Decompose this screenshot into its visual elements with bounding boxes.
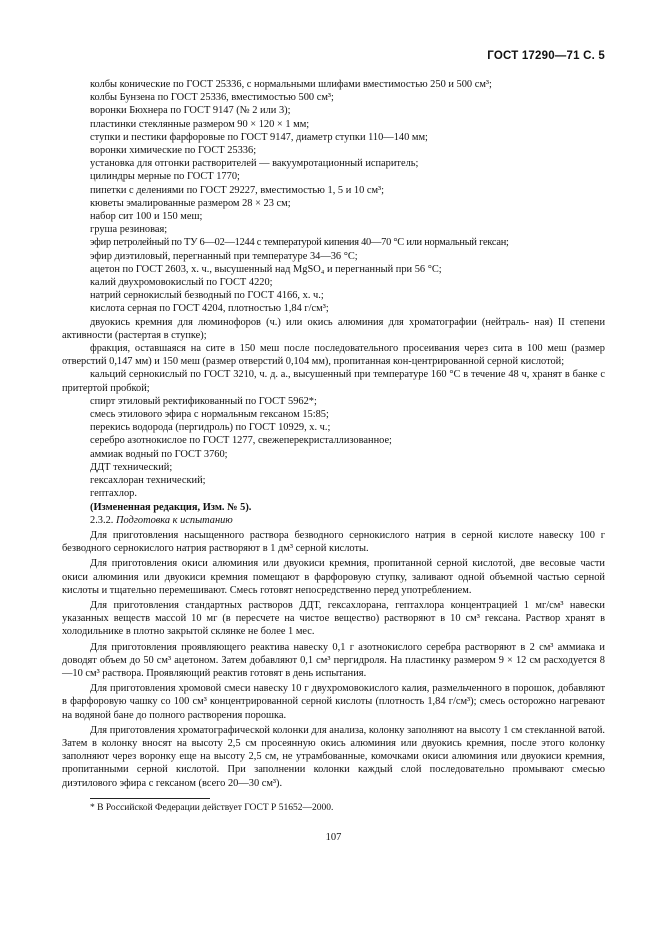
footnote-divider <box>90 798 210 799</box>
section-number: 2.3.2. <box>90 514 114 526</box>
page-header: ГОСТ 17290—71 С. 5 <box>487 50 605 62</box>
list-item-wrapped <box>62 368 605 394</box>
list-item: колбы конические по ГОСТ 25336, с нормальными шлифами вместимостью 250 и 500 см³; <box>90 79 492 90</box>
wrapped-first-line: кальций сернокислый по ГОСТ 3210, ч. д. а., высушенный при температуре 160 °С в течение <box>90 369 506 381</box>
paragraph: Для приготовления хромовой смеси навеску 10 г двухромовокислого калия, размельченного в порошок, добавляют в фарфоровую чашку со 100 см³ концентрированной серной кислоты (плотность 1,84 г/см³); смесь осторожно нагревают на водяной бане до полного растворения порошка. <box>62 683 605 721</box>
list-item: аммиак водный по ГОСТ 3760; <box>90 448 228 460</box>
list-item: воронки Бюхнера по ГОСТ 9147 (№ 2 или 3); <box>90 105 291 117</box>
section-heading <box>62 514 605 527</box>
wrapped-first-line: двуокись кремния для люминофоров (ч.) или окись алюминия для хроматографии (нейтраль- <box>90 316 530 328</box>
equipment-list <box>62 78 605 316</box>
list-item: калий двухромовокислый по ГОСТ 4220; <box>90 277 273 289</box>
list-item: кюветы эмалированные размером 28 × 23 см; <box>90 197 291 209</box>
list-item: цилиндры мерные по ГОСТ 1770; <box>90 171 240 183</box>
list-item: гексахлоран технический; <box>90 475 206 487</box>
list-item: колбы Бунзена по ГОСТ 25336, вместимостью 500 см³; <box>90 92 334 104</box>
wrapped-first-line: фракция, оставшаяся на сите в 150 меш после последовательного просеивания через сита в <box>90 343 523 355</box>
list-item: пипетки с делениями по ГОСТ 29227, вместимостью 1, 5 и 10 см³; <box>90 184 385 196</box>
list-item: смесь этилового эфира с нормальным гексаном 15:85; <box>90 409 329 421</box>
wrapped-rest: ная) II степени активности (растертая в ступке); <box>62 316 606 341</box>
list-item: ДДТ технический; <box>90 461 173 473</box>
paragraph: Для приготовления хроматографической колонки для анализа, колонку заполняют на высоту 1 см стекланной ватой. Затем в колонку вносят на высоту 2,5 см просеянную окись алюминия или двуокись кремния, после этого колонку заполняют через воронку еще на высоту 2,5 см, не утрамбованные, комочками окиси алюминия или двуокиси кремния, пропитанными серной кислотой. При заполнении колонки каждый слой последовательно промывают смесью диэтилового эфира с гексаном (всего 20—30 см³). <box>62 724 605 789</box>
list-item: пластинки стеклянные размером 90 × 120 × 1 мм; <box>90 118 310 130</box>
list-item: установка для отгонки растворителей — вакуумротационный испаритель; <box>90 158 419 170</box>
list-item: эфир петролейный по ТУ 6—02—1244 с температурой кипения 40—70 °С или нормальный гексан; <box>90 237 509 249</box>
list-item: натрий сернокислый безводный по ГОСТ 4166, х. ч.; <box>90 290 324 302</box>
list-item: ацетон по ГОСТ 2603, х. ч., высушенный над MgSO₄ и перегнанный при 56 °С; <box>90 263 442 275</box>
list-item: кислота серная по ГОСТ 4204, плотностью 1,84 г/см³; <box>90 303 329 315</box>
document-body <box>62 78 605 815</box>
list-item: гептахлор. <box>90 488 137 500</box>
list-item: серебро азотнокислое по ГОСТ 1277, свежеперекристаллизованное; <box>90 435 392 447</box>
footnote: * В Российской Федерации действует ГОСТ Р 51652—2000. <box>90 802 334 813</box>
list-item: груша резиновая; <box>90 224 168 236</box>
list-item: воронки химические по ГОСТ 25336; <box>90 145 257 157</box>
list-item: перекись водорода (пергидроль) по ГОСТ 10929, х. ч.; <box>90 422 331 434</box>
page-number: 107 <box>325 832 342 843</box>
paragraph: Для приготовления насыщенного раствора безводного сернокислого натрия в серной кислоте навеску 100 г безводного сернокислого натрия растворяют в 1 дм³ серной кислоты. <box>62 529 605 555</box>
wrapped-rest: 48 ч, хранят в банке с притертой пробкой; <box>62 369 605 394</box>
paragraph: Для приготовления проявляющего реактива навеску 0,1 г азотнокислого серебра растворяют в 2 см³ аммиака и доводят объем до 50 см³ ацетоном. Затем добавляют 0,1 см³ пергидроля. На пластинку размером 9 × 12 см расходуется 8—10 см³ раствора. Проявляющий реактив готовят в день испытания. <box>62 641 605 679</box>
list-item: набор сит 100 и 150 меш; <box>90 211 203 223</box>
edition-note: (Измененная редакция, Изм. № 5). <box>90 501 252 513</box>
list-item-wrapped <box>62 342 605 368</box>
paragraph: Для приготовления стандартных растворов ДДТ, гексахлорана, гептахлора концентрацией 1 мг/см³ навески указанных веществ массой 10 мг (в пересчете на чистое вещество) растворяют в 10 см³ гексана. Раствор хранят в холодильнике в плотно закрытой склянке не более 1 мес. <box>62 599 605 638</box>
paragraph: Для приготовления окиси алюминия или двуокиси кремния, пропитанной серной кислотой, две весовые части окиси алюминия или двуокиси кремния помещают в фарфоровую ступку, заливают одной объемной частью серной кислоты и тщательно перемешивают. Смесь готовят непосредственно перед употреблением. <box>62 558 605 596</box>
section-title: Подготовка к испытанию <box>116 514 233 526</box>
reagent-list <box>62 395 605 501</box>
list-item-wrapped <box>62 316 605 342</box>
list-item: ступки и пестики фарфоровые по ГОСТ 9147, диаметр ступки 110—140 мм; <box>90 131 428 143</box>
wrapped-rest: 100 меш (размер отверстий 0,147 мм) и 150 меш (размер отверстий 0,104 мм), пропитанная кон-центрированной серной кислотой; <box>62 343 605 368</box>
list-item: спирт этиловый ректификованный по ГОСТ 5962*; <box>90 395 317 407</box>
list-item: эфир диэтиловый, перегнанный при температуре 34—36 °С; <box>90 250 358 262</box>
